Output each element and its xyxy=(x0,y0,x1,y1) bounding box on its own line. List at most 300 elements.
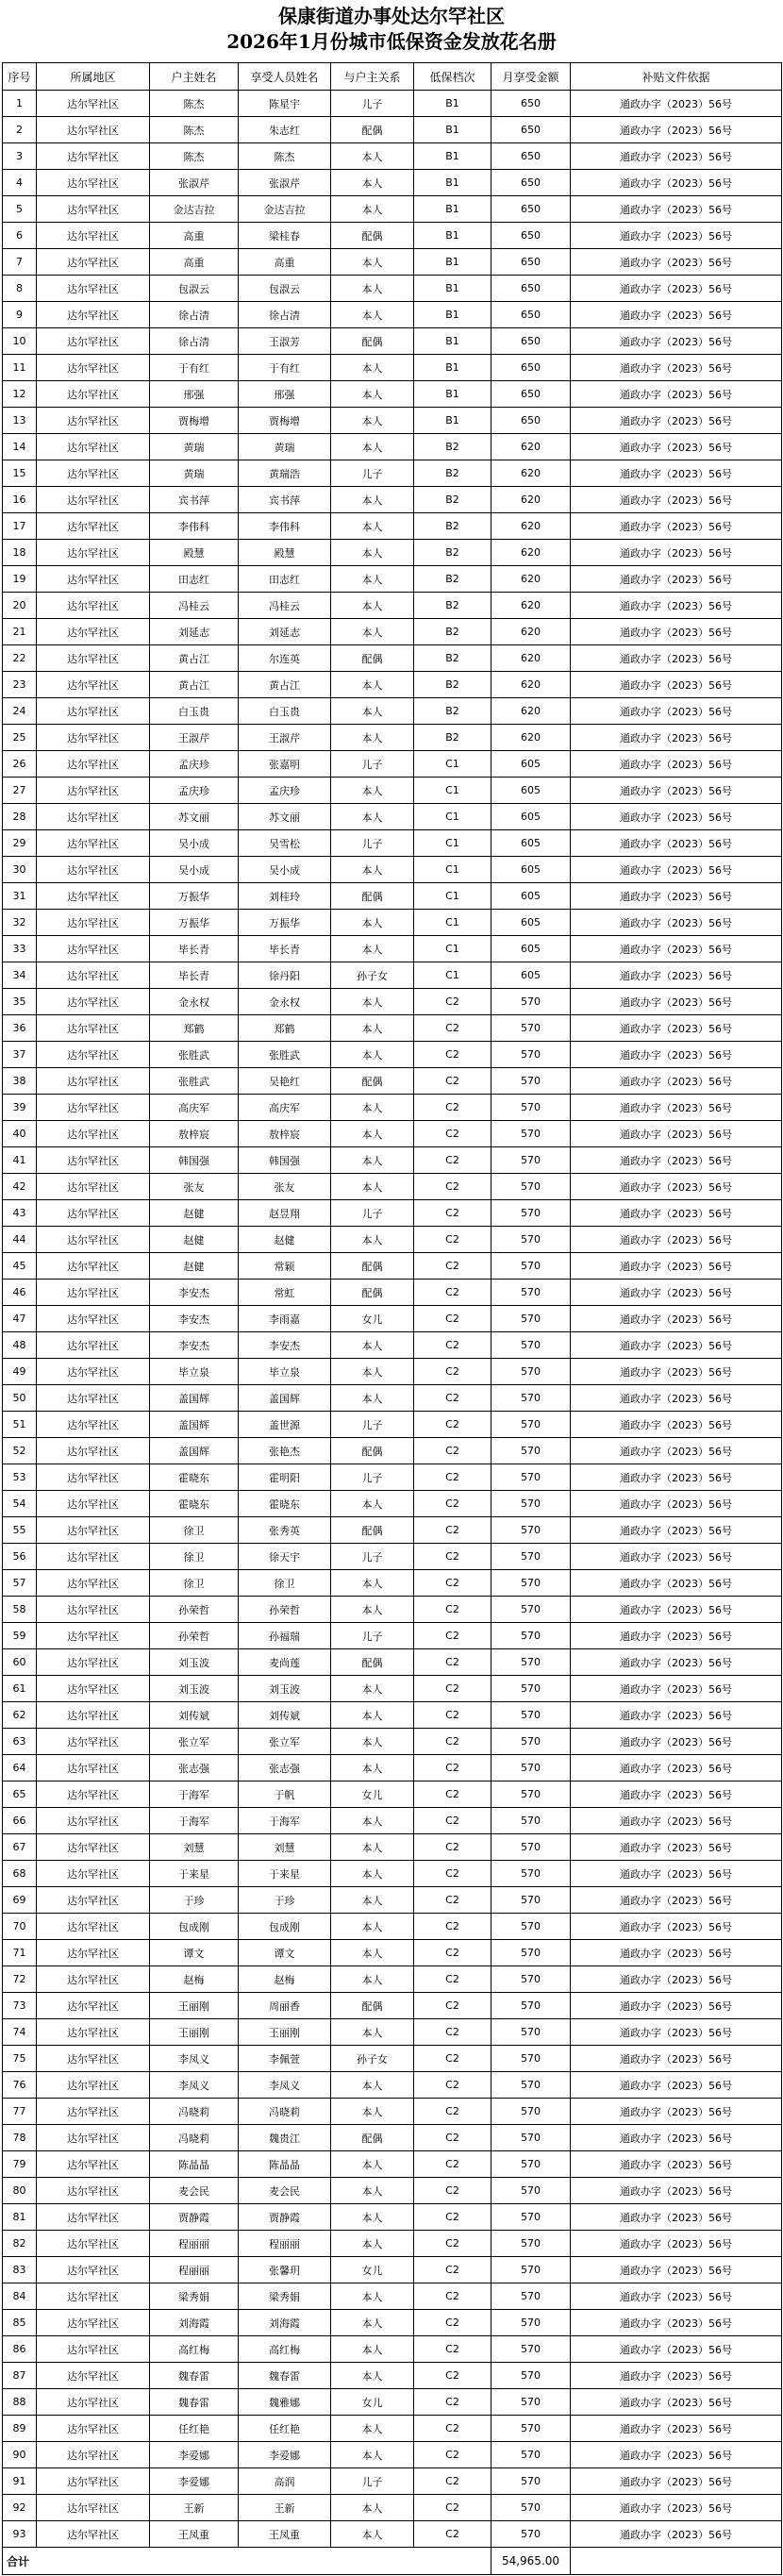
row-relation: 本人 xyxy=(331,725,414,751)
row-amount: 570 xyxy=(491,1464,571,1491)
row-index: 73 xyxy=(3,1993,37,2019)
table-row xyxy=(3,1306,782,1332)
row-index: 37 xyxy=(3,1042,37,1068)
row-householder: 李伟科 xyxy=(150,513,239,540)
row-grade: B2 xyxy=(414,672,491,698)
row-region: 达尔罕社区 xyxy=(37,2046,150,2072)
row-beneficiary: 谭文 xyxy=(239,1940,331,1966)
row-index: 34 xyxy=(3,962,37,989)
row-relation: 配偶 xyxy=(331,2125,414,2151)
row-basis: 通政办字（2023）56号 xyxy=(571,857,782,883)
row-grade: C2 xyxy=(414,2046,491,2072)
row-region: 达尔罕社区 xyxy=(37,1808,150,1834)
header-relation: 与户主关系 xyxy=(331,63,414,91)
row-relation: 本人 xyxy=(331,936,414,962)
row-beneficiary: 徐卫 xyxy=(239,1570,331,1597)
row-beneficiary: 黄占江 xyxy=(239,672,331,698)
row-grade: C2 xyxy=(414,1491,491,1517)
row-amount: 570 xyxy=(491,1808,571,1834)
row-grade: C2 xyxy=(414,2363,491,2389)
row-beneficiary: 刘海霞 xyxy=(239,2310,331,2336)
row-region: 达尔罕社区 xyxy=(37,2072,150,2099)
row-relation: 本人 xyxy=(331,1914,414,1940)
header-row xyxy=(3,63,782,91)
row-amount: 570 xyxy=(491,1914,571,1940)
row-index: 41 xyxy=(3,1147,37,1174)
row-basis: 通政办字（2023）56号 xyxy=(571,460,782,487)
row-grade: B1 xyxy=(414,91,491,117)
row-householder: 李凤义 xyxy=(150,2046,239,2072)
row-basis: 通政办字（2023）56号 xyxy=(571,196,782,223)
table-row xyxy=(3,223,782,249)
row-amount: 605 xyxy=(491,857,571,883)
row-amount: 620 xyxy=(491,540,571,566)
row-grade: C2 xyxy=(414,1966,491,1993)
row-beneficiary: 贾梅增 xyxy=(239,408,331,434)
row-grade: C2 xyxy=(414,1280,491,1306)
row-region: 达尔罕社区 xyxy=(37,2151,150,2178)
row-region: 达尔罕社区 xyxy=(37,540,150,566)
row-relation: 配偶 xyxy=(331,328,414,355)
row-amount: 570 xyxy=(491,1227,571,1253)
row-grade: C2 xyxy=(414,1227,491,1253)
row-amount: 570 xyxy=(491,1015,571,1042)
table-row xyxy=(3,328,782,355)
row-region: 达尔罕社区 xyxy=(37,408,150,434)
row-householder: 陈杰 xyxy=(150,91,239,117)
row-beneficiary: 盖国辉 xyxy=(239,1385,331,1412)
row-relation: 本人 xyxy=(331,1359,414,1385)
row-index: 18 xyxy=(3,540,37,566)
row-amount: 650 xyxy=(491,328,571,355)
row-amount: 570 xyxy=(491,1623,571,1649)
row-householder: 金永权 xyxy=(150,989,239,1015)
row-householder: 魏春雷 xyxy=(150,2363,239,2389)
row-householder: 霍晓东 xyxy=(150,1491,239,1517)
row-index: 53 xyxy=(3,1464,37,1491)
row-index: 10 xyxy=(3,328,37,355)
row-basis: 通政办字（2023）56号 xyxy=(571,2231,782,2257)
row-relation: 本人 xyxy=(331,2363,414,2389)
table-row xyxy=(3,434,782,460)
row-grade: C1 xyxy=(414,751,491,778)
row-householder: 李安杰 xyxy=(150,1280,239,1306)
table-row xyxy=(3,143,782,170)
row-relation: 本人 xyxy=(331,1729,414,1755)
row-grade: C2 xyxy=(414,1068,491,1095)
row-index: 31 xyxy=(3,883,37,910)
row-index: 26 xyxy=(3,751,37,778)
row-grade: C2 xyxy=(414,1887,491,1914)
document-title: 保康街道办事处达尔罕社区 xyxy=(278,5,505,27)
row-relation: 本人 xyxy=(331,698,414,725)
row-region: 达尔罕社区 xyxy=(37,1174,150,1200)
row-basis: 通政办字（2023）56号 xyxy=(571,645,782,672)
row-amount: 570 xyxy=(491,2416,571,2442)
row-householder: 盖国辉 xyxy=(150,1438,239,1464)
table-row xyxy=(3,910,782,936)
row-relation: 女儿 xyxy=(331,2257,414,2283)
row-beneficiary: 张淑芹 xyxy=(239,170,331,196)
row-relation: 配偶 xyxy=(331,117,414,143)
row-householder: 魏春雷 xyxy=(150,2389,239,2416)
row-beneficiary: 朱志红 xyxy=(239,117,331,143)
row-amount: 570 xyxy=(491,1517,571,1544)
row-amount: 605 xyxy=(491,910,571,936)
table-row xyxy=(3,830,782,857)
row-beneficiary: 王淑芳 xyxy=(239,328,331,355)
row-region: 达尔罕社区 xyxy=(37,1464,150,1491)
row-relation: 女儿 xyxy=(331,1781,414,1808)
row-basis: 通政办字（2023）56号 xyxy=(571,2151,782,2178)
row-beneficiary: 金永权 xyxy=(239,989,331,1015)
row-amount: 650 xyxy=(491,196,571,223)
row-amount: 650 xyxy=(491,91,571,117)
row-basis: 通政办字（2023）56号 xyxy=(571,1042,782,1068)
row-index: 72 xyxy=(3,1966,37,1993)
row-beneficiary: 于有红 xyxy=(239,355,331,381)
row-index: 46 xyxy=(3,1280,37,1306)
row-index: 62 xyxy=(3,1702,37,1729)
row-basis: 通政办字（2023）56号 xyxy=(571,1702,782,1729)
row-householder: 刘玉波 xyxy=(150,1649,239,1676)
row-beneficiary: 张立军 xyxy=(239,1729,331,1755)
row-householder: 张淑芹 xyxy=(150,170,239,196)
row-index: 51 xyxy=(3,1412,37,1438)
row-amount: 620 xyxy=(491,619,571,645)
row-index: 30 xyxy=(3,857,37,883)
row-basis: 通政办字（2023）56号 xyxy=(571,830,782,857)
row-relation: 本人 xyxy=(331,989,414,1015)
table-row xyxy=(3,698,782,725)
row-region: 达尔罕社区 xyxy=(37,1015,150,1042)
table-row xyxy=(3,1914,782,1940)
row-householder: 孙荣哲 xyxy=(150,1623,239,1649)
row-householder: 黄占江 xyxy=(150,645,239,672)
row-relation: 儿子 xyxy=(331,830,414,857)
row-region: 达尔罕社区 xyxy=(37,1755,150,1781)
row-index: 6 xyxy=(3,223,37,249)
row-amount: 570 xyxy=(491,2231,571,2257)
row-region: 达尔罕社区 xyxy=(37,1914,150,1940)
row-region: 达尔罕社区 xyxy=(37,2468,150,2495)
table-row xyxy=(3,566,782,593)
row-relation: 儿子 xyxy=(331,460,414,487)
row-householder: 刘慧 xyxy=(150,1834,239,1861)
row-amount: 620 xyxy=(491,434,571,460)
row-beneficiary: 王新 xyxy=(239,2495,331,2521)
row-grade: C2 xyxy=(414,2204,491,2231)
row-amount: 570 xyxy=(491,1068,571,1095)
row-basis: 通政办字（2023）56号 xyxy=(571,1280,782,1306)
row-amount: 570 xyxy=(491,2178,571,2204)
row-basis: 通政办字（2023）56号 xyxy=(571,117,782,143)
row-grade: C2 xyxy=(414,1914,491,1940)
row-householder: 高重 xyxy=(150,223,239,249)
row-beneficiary: 王丽刚 xyxy=(239,2019,331,2046)
row-basis: 通政办字（2023）56号 xyxy=(571,2125,782,2151)
row-householder: 王淑芹 xyxy=(150,725,239,751)
table-row xyxy=(3,1755,782,1781)
row-beneficiary: 殿慧 xyxy=(239,540,331,566)
row-relation: 本人 xyxy=(331,2072,414,2099)
row-index: 3 xyxy=(3,143,37,170)
table-row xyxy=(3,1887,782,1914)
row-grade: B2 xyxy=(414,513,491,540)
row-relation: 本人 xyxy=(331,540,414,566)
row-householder: 冯桂云 xyxy=(150,593,239,619)
table-row xyxy=(3,2257,782,2283)
row-basis: 通政办字（2023）56号 xyxy=(571,143,782,170)
row-relation: 本人 xyxy=(331,2204,414,2231)
row-amount: 570 xyxy=(491,1121,571,1147)
row-beneficiary: 王凤重 xyxy=(239,2521,331,2548)
row-basis: 通政办字（2023）56号 xyxy=(571,566,782,593)
row-relation: 本人 xyxy=(331,1755,414,1781)
row-basis: 通政办字（2023）56号 xyxy=(571,1253,782,1280)
row-householder: 贾梅增 xyxy=(150,408,239,434)
table-row xyxy=(3,1227,782,1253)
row-relation: 儿子 xyxy=(331,1464,414,1491)
row-amount: 570 xyxy=(491,2495,571,2521)
row-relation: 本人 xyxy=(331,2336,414,2363)
row-grade: C2 xyxy=(414,2231,491,2257)
row-beneficiary: 盖世源 xyxy=(239,1412,331,1438)
row-householder: 宾书萍 xyxy=(150,487,239,513)
row-amount: 570 xyxy=(491,1438,571,1464)
row-region: 达尔罕社区 xyxy=(37,1042,150,1068)
row-beneficiary: 陈杰 xyxy=(239,143,331,170)
table-row xyxy=(3,1781,782,1808)
row-index: 61 xyxy=(3,1676,37,1702)
row-index: 48 xyxy=(3,1332,37,1359)
row-grade: B1 xyxy=(414,196,491,223)
table-row xyxy=(3,513,782,540)
table-row xyxy=(3,2389,782,2416)
row-householder: 金达吉拉 xyxy=(150,196,239,223)
row-amount: 570 xyxy=(491,1597,571,1623)
row-region: 达尔罕社区 xyxy=(37,143,150,170)
row-householder: 殿慧 xyxy=(150,540,239,566)
row-relation: 配偶 xyxy=(331,645,414,672)
row-beneficiary: 于海军 xyxy=(239,1808,331,1834)
row-basis: 通政办字（2023）56号 xyxy=(571,1306,782,1332)
row-householder: 苏文丽 xyxy=(150,804,239,830)
row-index: 11 xyxy=(3,355,37,381)
row-index: 16 xyxy=(3,487,37,513)
row-relation: 本人 xyxy=(331,434,414,460)
table-row xyxy=(3,117,782,143)
row-relation: 本人 xyxy=(331,1966,414,1993)
row-region: 达尔罕社区 xyxy=(37,1570,150,1597)
table-row xyxy=(3,778,782,804)
row-householder: 刘玉波 xyxy=(150,1676,239,1702)
row-amount: 570 xyxy=(491,1544,571,1570)
row-grade: C2 xyxy=(414,2125,491,2151)
row-basis: 通政办字（2023）56号 xyxy=(571,2495,782,2521)
row-grade: C1 xyxy=(414,857,491,883)
row-householder: 霍晓东 xyxy=(150,1464,239,1491)
row-amount: 570 xyxy=(491,1940,571,1966)
row-index: 42 xyxy=(3,1174,37,1200)
row-householder: 孙荣哲 xyxy=(150,1597,239,1623)
row-basis: 通政办字（2023）56号 xyxy=(571,2310,782,2336)
row-amount: 570 xyxy=(491,2151,571,2178)
row-relation: 本人 xyxy=(331,1095,414,1121)
row-householder: 田志红 xyxy=(150,566,239,593)
row-basis: 通政办字（2023）56号 xyxy=(571,2099,782,2125)
row-grade: C2 xyxy=(414,2257,491,2283)
row-amount: 650 xyxy=(491,355,571,381)
row-region: 达尔罕社区 xyxy=(37,2283,150,2310)
row-householder: 贾静霞 xyxy=(150,2204,239,2231)
row-grade: C2 xyxy=(414,1438,491,1464)
row-householder: 徐卫 xyxy=(150,1570,239,1597)
row-beneficiary: 冯桂云 xyxy=(239,593,331,619)
table-body xyxy=(3,91,782,2548)
row-index: 52 xyxy=(3,1438,37,1464)
row-index: 13 xyxy=(3,408,37,434)
row-beneficiary: 于珍 xyxy=(239,1887,331,1914)
table-row xyxy=(3,2151,782,2178)
row-grade: C2 xyxy=(414,2178,491,2204)
row-beneficiary: 包淑云 xyxy=(239,276,331,302)
table-row xyxy=(3,2468,782,2495)
row-basis: 通政办字（2023）56号 xyxy=(571,910,782,936)
row-amount: 605 xyxy=(491,751,571,778)
row-index: 14 xyxy=(3,434,37,460)
row-amount: 570 xyxy=(491,1649,571,1676)
row-basis: 通政办字（2023）56号 xyxy=(571,170,782,196)
row-grade: C1 xyxy=(414,778,491,804)
row-relation: 本人 xyxy=(331,1702,414,1729)
table-row xyxy=(3,619,782,645)
row-relation: 本人 xyxy=(331,1570,414,1597)
table-row xyxy=(3,1412,782,1438)
row-amount: 570 xyxy=(491,1861,571,1887)
row-relation: 本人 xyxy=(331,857,414,883)
table-row xyxy=(3,1438,782,1464)
table-row xyxy=(3,302,782,328)
row-beneficiary: 包成刚 xyxy=(239,1914,331,1940)
row-amount: 650 xyxy=(491,249,571,276)
table-row xyxy=(3,1385,782,1412)
roster-table xyxy=(2,62,782,2575)
row-index: 19 xyxy=(3,566,37,593)
row-region: 达尔罕社区 xyxy=(37,1359,150,1385)
row-grade: B2 xyxy=(414,566,491,593)
row-basis: 通政办字（2023）56号 xyxy=(571,434,782,460)
row-index: 38 xyxy=(3,1068,37,1095)
header-beneficiary: 享受人员姓名 xyxy=(239,63,331,91)
row-relation: 本人 xyxy=(331,2178,414,2204)
row-index: 23 xyxy=(3,672,37,698)
row-basis: 通政办字（2023）56号 xyxy=(571,302,782,328)
table-row xyxy=(3,645,782,672)
row-beneficiary: 魏贵江 xyxy=(239,2125,331,2151)
row-householder: 陈杰 xyxy=(150,117,239,143)
row-householder: 徐占清 xyxy=(150,328,239,355)
row-householder: 李凤义 xyxy=(150,2072,239,2099)
row-index: 12 xyxy=(3,381,37,408)
row-householder: 赵健 xyxy=(150,1227,239,1253)
row-relation: 本人 xyxy=(331,2099,414,2125)
row-grade: B1 xyxy=(414,170,491,196)
header-amount: 月享受金额 xyxy=(491,63,571,91)
row-grade: B2 xyxy=(414,487,491,513)
row-index: 17 xyxy=(3,513,37,540)
header-region: 所属地区 xyxy=(37,63,150,91)
row-beneficiary: 高重 xyxy=(239,249,331,276)
row-basis: 通政办字（2023）56号 xyxy=(571,223,782,249)
row-householder: 万振华 xyxy=(150,910,239,936)
table-row xyxy=(3,1280,782,1306)
row-householder: 刘海霞 xyxy=(150,2310,239,2336)
row-index: 82 xyxy=(3,2231,37,2257)
row-beneficiary: 李佩萱 xyxy=(239,2046,331,2072)
table-row xyxy=(3,1253,782,1280)
row-index: 65 xyxy=(3,1781,37,1808)
row-index: 57 xyxy=(3,1570,37,1597)
row-index: 81 xyxy=(3,2204,37,2231)
row-grade: C2 xyxy=(414,1940,491,1966)
row-basis: 通政办字（2023）56号 xyxy=(571,1438,782,1464)
row-index: 54 xyxy=(3,1491,37,1517)
row-basis: 通政办字（2023）56号 xyxy=(571,619,782,645)
row-beneficiary: 李伟科 xyxy=(239,513,331,540)
row-relation: 本人 xyxy=(331,2151,414,2178)
row-relation: 儿子 xyxy=(331,1623,414,1649)
row-relation: 本人 xyxy=(331,1147,414,1174)
row-region: 达尔罕社区 xyxy=(37,1781,150,1808)
row-householder: 白玉贵 xyxy=(150,698,239,725)
row-grade: B1 xyxy=(414,117,491,143)
row-index: 47 xyxy=(3,1306,37,1332)
row-relation: 本人 xyxy=(331,1491,414,1517)
row-beneficiary: 张秀英 xyxy=(239,1517,331,1544)
row-region: 达尔罕社区 xyxy=(37,910,150,936)
row-amount: 570 xyxy=(491,1147,571,1174)
row-amount: 570 xyxy=(491,1729,571,1755)
row-amount: 570 xyxy=(491,1702,571,1729)
row-basis: 通政办字（2023）56号 xyxy=(571,804,782,830)
table-row xyxy=(3,1570,782,1597)
table-row xyxy=(3,1042,782,1068)
row-grade: C2 xyxy=(414,2442,491,2468)
row-relation: 儿子 xyxy=(331,751,414,778)
row-index: 74 xyxy=(3,2019,37,2046)
table-row xyxy=(3,1121,782,1147)
row-relation: 本人 xyxy=(331,2521,414,2548)
row-region: 达尔罕社区 xyxy=(37,593,150,619)
row-relation: 本人 xyxy=(331,1940,414,1966)
row-beneficiary: 常颖 xyxy=(239,1253,331,1280)
row-index: 89 xyxy=(3,2416,37,2442)
table-row xyxy=(3,1200,782,1227)
row-basis: 通政办字（2023）56号 xyxy=(571,1914,782,1940)
row-region: 达尔罕社区 xyxy=(37,698,150,725)
row-beneficiary: 刘玉波 xyxy=(239,1676,331,1702)
table-row xyxy=(3,857,782,883)
row-householder: 王新 xyxy=(150,2495,239,2521)
row-grade: C2 xyxy=(414,1359,491,1385)
table-row xyxy=(3,2231,782,2257)
row-beneficiary: 尔连英 xyxy=(239,645,331,672)
row-index: 15 xyxy=(3,460,37,487)
row-beneficiary: 张馨玥 xyxy=(239,2257,331,2283)
row-basis: 通政办字（2023）56号 xyxy=(571,1015,782,1042)
table-row xyxy=(3,593,782,619)
